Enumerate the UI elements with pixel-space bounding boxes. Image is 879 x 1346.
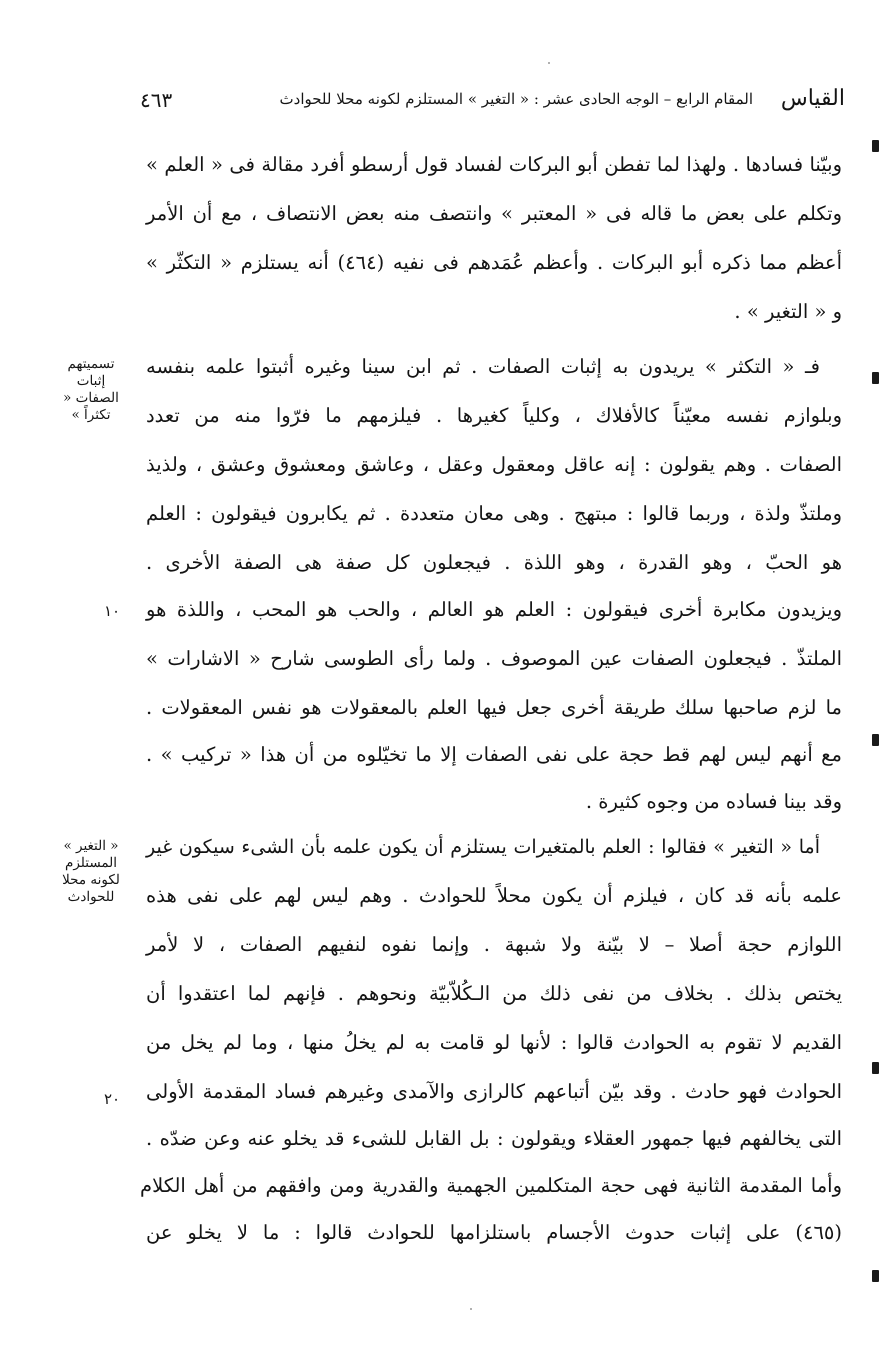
text-line: ويزيدون مكابرة أخرى فيقولون : العلم هو العالم ، والحب هو المحب ، واللذة هو: [146, 598, 842, 621]
text-line: وملتذّ ولذة ، وربما قالوا : مبتهج . وهى معان متعددة . ثم يكابرون فيقولون : العلم: [146, 502, 842, 525]
page-number: ٤٦٣: [140, 88, 173, 112]
text-line: مع أنهم ليس لهم قط حجة على نفى الصفات إلا ما تخيّلوه من أن هذا « تركيب » .: [146, 743, 842, 766]
text-line: وتكلم على بعض ما قاله فى « المعتبر » وانتصف منه بعض الانتصاف ، مع أن الأمر: [146, 202, 842, 225]
scan-edge-mark: [872, 140, 879, 152]
text-line: وقد بينا فساده من وجوه كثيرة .: [585, 790, 842, 813]
text-line: وبلوازم نفسه معيّناً كالأفلاك ، وكلياً كغيرها . فيلزمهم ما فرّوا منه من تعدد: [146, 404, 842, 427]
line-number-10: ١٠: [104, 602, 121, 620]
scan-edge-mark: [872, 734, 879, 746]
scan-edge-mark: [872, 372, 879, 384]
text-line: الحوادث فهو حادث . وقد بيّن أتباعهم كالرازى والآمدى وغيرهم فساد المقدمة الأولى: [146, 1080, 842, 1103]
text-line: التى يخالفهم فيها جمهور العقلاء ويقولون : بل القابل للشىء قد يخلو عنه وعن ضدّه .: [146, 1127, 842, 1150]
text-line: يختص بذلك . بخلاف من نفى ذلك من الـكُلاّبيّة ونحوهم . فإنهم لما اعتقدوا أن: [146, 982, 842, 1005]
text-line: هو الحبّ ، وهو القدرة ، وهو اللذة . فيجعلون كل صفة هى الصفة الأخرى .: [146, 551, 842, 574]
text-line: أعظم مما ذكره أبو البركات . وأعظم عُمَدهم فى نفيه (٤٦٤) أنه يستلزم « التكثّر »: [146, 251, 842, 274]
header-subtitle: المقام الرابع – الوجه الحادى عشر : « التغير » المستلزم لكونه محلا للحوادث: [279, 90, 753, 108]
text-line: (٤٦٥) على إثبات حدوث الأجسام باستلزامها للحوادث قالوا : ما لا يخلو عن: [146, 1221, 842, 1244]
scan-edge-mark: [872, 1062, 879, 1074]
text-line: الصفات . وهم يقولون : إنه عاقل ومعقول وعقل ، وعاشق ومعشوق وعشق ، ولذيذ: [146, 453, 842, 476]
scan-speck: [548, 62, 550, 64]
text-line: ما لزم صاحبها سلك طريقة أخرى جعل فيها العلم بالمعقولات هو نفس المعقولات .: [146, 696, 842, 719]
text-line: وبيّنا فسادها . ولهذا لما تفطن أبو البركات لفساد قول أرسطو أفرد مقالة فى « العلم »: [146, 153, 842, 176]
scan-edge-mark: [872, 1270, 879, 1282]
text-line: القديم لا تقوم به الحوادث قالوا : لأنها لو قامت به لم يخلُ منها ، وما لم يخل من: [146, 1031, 842, 1054]
scan-speck: [470, 1308, 472, 1310]
line-number-20: ٢٠: [104, 1090, 121, 1108]
text-line: أما « التغير » فقالوا : العلم بالمتغيرات يستلزم أن يكون علمه بأن الشىء سيكون غير: [146, 836, 820, 858]
text-line: وأما المقدمة الثانية فهى حجة المتكلمين الجهمية والقدرية ومن وافقهم من أهل الكلام: [140, 1174, 842, 1197]
running-header: [140, 86, 845, 118]
text-line: فـ « التكثر » يريدون به إثبات الصفات . ثم ابن سينا وغيره أثبتوا علمه بنفسه: [146, 355, 820, 378]
text-line: اللوازم حجة أصلا – لا بيّنة ولا شبهة . وإنما نفوه لنفيهم الصفات ، لا لأمر: [146, 933, 842, 956]
text-line: الملتذّ . فيجعلون الصفات عين الموصوف . ولما رأى الطوسى شارح « الاشارات »: [146, 647, 842, 670]
margin-note-2: « التغير » المستلزم لكونه محلا للحوادث: [62, 838, 120, 905]
margin-note-1: تسميتهم إثبات الصفات « تكثراً »: [63, 356, 119, 423]
text-line: علمه بأنه قد كان ، فيلزم أن يكون محلاً للحوادث . وهم ليس لهم على نفى هذه: [146, 884, 842, 907]
text-line: و « التغير » .: [734, 300, 842, 323]
header-title: القياس: [780, 86, 845, 111]
